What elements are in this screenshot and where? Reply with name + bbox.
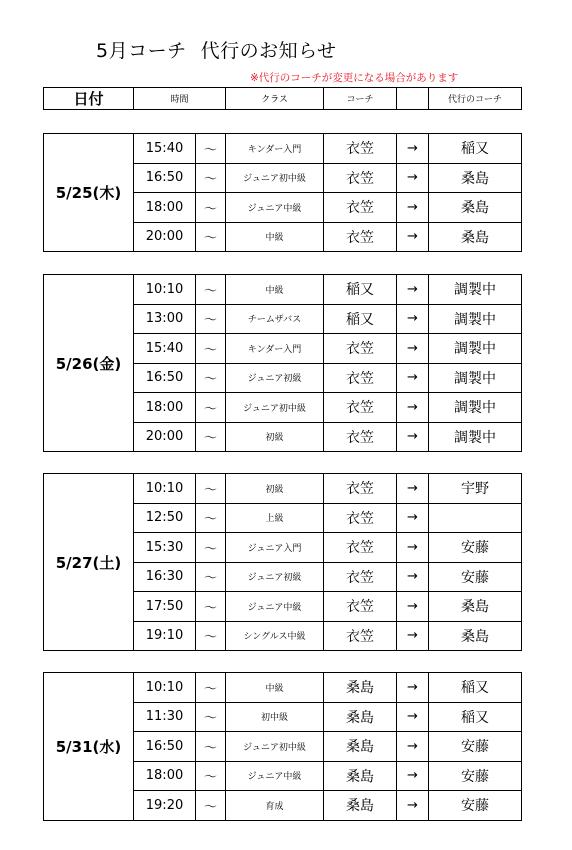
class-cell: ジュニア初中級 xyxy=(226,732,324,762)
time-cell: 20:00 xyxy=(134,422,196,452)
class-cell: キンダー入門 xyxy=(226,334,324,364)
substitute-cell: 桑島 xyxy=(429,621,522,651)
title-main: 5月コーチ xyxy=(96,40,187,62)
coach-cell: 衣笠 xyxy=(324,422,397,452)
day-block xyxy=(43,274,522,452)
day-date: 5/31(水) xyxy=(44,673,134,821)
tilde-cell: ～ xyxy=(196,422,226,452)
substitute-cell: 調製中 xyxy=(429,334,522,364)
substitute-cell: 安藤 xyxy=(429,732,522,762)
class-cell: 育成 xyxy=(226,791,324,821)
substitute-cell: 安藤 xyxy=(429,562,522,592)
page-title xyxy=(96,36,351,63)
day-block xyxy=(43,133,522,252)
time-cell: 18:00 xyxy=(134,193,196,223)
class-cell: シングルス中級 xyxy=(226,621,324,651)
arrow-cell: → xyxy=(397,474,429,504)
header-table xyxy=(43,87,522,110)
class-cell: 中級 xyxy=(226,673,324,703)
arrow-cell: → xyxy=(397,393,429,423)
day-block xyxy=(43,672,522,821)
time-cell: 15:40 xyxy=(134,134,196,164)
coach-cell: 衣笠 xyxy=(324,334,397,364)
time-cell: 19:20 xyxy=(134,791,196,821)
tilde-cell: ～ xyxy=(196,163,226,193)
coach-cell: 衣笠 xyxy=(324,621,397,651)
col-date: 日付 xyxy=(44,88,134,110)
title-sub: 代行のお知らせ xyxy=(200,40,337,62)
tilde-cell: ～ xyxy=(196,621,226,651)
tilde-cell: ～ xyxy=(196,702,226,732)
time-cell: 19:10 xyxy=(134,621,196,651)
arrow-cell: → xyxy=(397,222,429,252)
day-date: 5/26(金) xyxy=(44,275,134,452)
time-cell: 11:30 xyxy=(134,702,196,732)
substitute-cell: 稲又 xyxy=(429,673,522,703)
coach-cell: 衣笠 xyxy=(324,533,397,563)
class-cell: 上級 xyxy=(226,503,324,533)
time-cell: 18:00 xyxy=(134,393,196,423)
substitute-cell: 調製中 xyxy=(429,363,522,393)
coach-cell: 衣笠 xyxy=(324,222,397,252)
class-cell: 初級 xyxy=(226,474,324,504)
tilde-cell: ～ xyxy=(196,592,226,622)
arrow-cell: → xyxy=(397,422,429,452)
coach-cell: 衣笠 xyxy=(324,393,397,423)
class-cell: 中級 xyxy=(226,275,324,305)
substitute-cell: 安藤 xyxy=(429,761,522,791)
coach-cell: 衣笠 xyxy=(324,503,397,533)
class-cell: チームザバス xyxy=(226,304,324,334)
coach-cell: 衣笠 xyxy=(324,562,397,592)
substitute-cell: 稲又 xyxy=(429,702,522,732)
coach-cell: 衣笠 xyxy=(324,193,397,223)
time-cell: 15:40 xyxy=(134,334,196,364)
arrow-cell: → xyxy=(397,562,429,592)
tilde-cell: ～ xyxy=(196,732,226,762)
col-class: クラス xyxy=(226,88,324,110)
time-cell: 16:50 xyxy=(134,163,196,193)
time-cell: 12:50 xyxy=(134,503,196,533)
coach-cell: 衣笠 xyxy=(324,474,397,504)
coach-cell: 衣笠 xyxy=(324,592,397,622)
col-arrow xyxy=(397,88,429,110)
arrow-cell: → xyxy=(397,134,429,164)
class-cell: 初級 xyxy=(226,422,324,452)
coach-cell: 桑島 xyxy=(324,732,397,762)
class-cell: ジュニア初級 xyxy=(226,562,324,592)
arrow-cell: → xyxy=(397,702,429,732)
substitute-cell: 桑島 xyxy=(429,222,522,252)
tilde-cell: ～ xyxy=(196,673,226,703)
substitute-cell: 調製中 xyxy=(429,422,522,452)
col-time: 時間 xyxy=(134,88,226,110)
table-row xyxy=(44,474,522,504)
tilde-cell: ～ xyxy=(196,334,226,364)
arrow-cell: → xyxy=(397,334,429,364)
coach-cell: 桑島 xyxy=(324,702,397,732)
time-cell: 20:00 xyxy=(134,222,196,252)
coach-cell: 衣笠 xyxy=(324,363,397,393)
coach-cell: 衣笠 xyxy=(324,134,397,164)
substitute-cell: 調製中 xyxy=(429,304,522,334)
class-cell: ジュニア初級 xyxy=(226,363,324,393)
class-cell: ジュニア入門 xyxy=(226,533,324,563)
arrow-cell: → xyxy=(397,732,429,762)
substitute-cell: 安藤 xyxy=(429,533,522,563)
substitute-cell: 宇野 xyxy=(429,474,522,504)
arrow-cell: → xyxy=(397,621,429,651)
class-cell: ジュニア中級 xyxy=(226,193,324,223)
table-row xyxy=(44,275,522,305)
time-cell: 10:10 xyxy=(134,474,196,504)
time-cell: 10:10 xyxy=(134,673,196,703)
class-cell: ジュニア中級 xyxy=(226,592,324,622)
table-row xyxy=(44,673,522,703)
arrow-cell: → xyxy=(397,304,429,334)
class-cell: ジュニア初中級 xyxy=(226,163,324,193)
day-block xyxy=(43,473,522,651)
day-date: 5/27(土) xyxy=(44,474,134,651)
class-cell: 初中級 xyxy=(226,702,324,732)
arrow-cell: → xyxy=(397,275,429,305)
coach-cell: 稲又 xyxy=(324,304,397,334)
arrow-cell: → xyxy=(397,761,429,791)
change-note: ※代行のコーチが変更になる場合があります xyxy=(250,72,459,84)
coach-cell: 桑島 xyxy=(324,791,397,821)
substitute-cell: 稲又 xyxy=(429,134,522,164)
coach-cell: 稲又 xyxy=(324,275,397,305)
arrow-cell: → xyxy=(397,533,429,563)
tilde-cell: ～ xyxy=(196,193,226,223)
day-date: 5/25(木) xyxy=(44,134,134,252)
coach-cell: 桑島 xyxy=(324,761,397,791)
substitute-cell xyxy=(429,503,522,533)
tilde-cell: ～ xyxy=(196,393,226,423)
time-cell: 18:00 xyxy=(134,761,196,791)
substitute-cell: 桑島 xyxy=(429,592,522,622)
tilde-cell: ～ xyxy=(196,134,226,164)
tilde-cell: ～ xyxy=(196,791,226,821)
arrow-cell: → xyxy=(397,363,429,393)
substitute-cell: 安藤 xyxy=(429,791,522,821)
tilde-cell: ～ xyxy=(196,562,226,592)
class-cell: 中級 xyxy=(226,222,324,252)
tilde-cell: ～ xyxy=(196,503,226,533)
col-coach: コーチ xyxy=(324,88,397,110)
arrow-cell: → xyxy=(397,592,429,622)
arrow-cell: → xyxy=(397,503,429,533)
substitute-cell: 桑島 xyxy=(429,163,522,193)
class-cell: ジュニア中級 xyxy=(226,761,324,791)
class-cell: ジュニア初中級 xyxy=(226,393,324,423)
tilde-cell: ～ xyxy=(196,363,226,393)
tilde-cell: ～ xyxy=(196,761,226,791)
time-cell: 15:30 xyxy=(134,533,196,563)
time-cell: 16:30 xyxy=(134,562,196,592)
class-cell: キンダー入門 xyxy=(226,134,324,164)
tilde-cell: ～ xyxy=(196,275,226,305)
coach-cell: 衣笠 xyxy=(324,163,397,193)
arrow-cell: → xyxy=(397,673,429,703)
time-cell: 13:00 xyxy=(134,304,196,334)
tilde-cell: ～ xyxy=(196,304,226,334)
time-cell: 17:50 xyxy=(134,592,196,622)
tilde-cell: ～ xyxy=(196,533,226,563)
arrow-cell: → xyxy=(397,163,429,193)
time-cell: 16:50 xyxy=(134,732,196,762)
time-cell: 16:50 xyxy=(134,363,196,393)
arrow-cell: → xyxy=(397,193,429,223)
substitute-cell: 調製中 xyxy=(429,393,522,423)
substitute-cell: 調製中 xyxy=(429,275,522,305)
table-row xyxy=(44,134,522,164)
col-substitute: 代行のコーチ xyxy=(429,88,522,110)
tilde-cell: ～ xyxy=(196,222,226,252)
time-cell: 10:10 xyxy=(134,275,196,305)
substitute-cell: 桑島 xyxy=(429,193,522,223)
tilde-cell: ～ xyxy=(196,474,226,504)
coach-cell: 桑島 xyxy=(324,673,397,703)
arrow-cell: → xyxy=(397,791,429,821)
